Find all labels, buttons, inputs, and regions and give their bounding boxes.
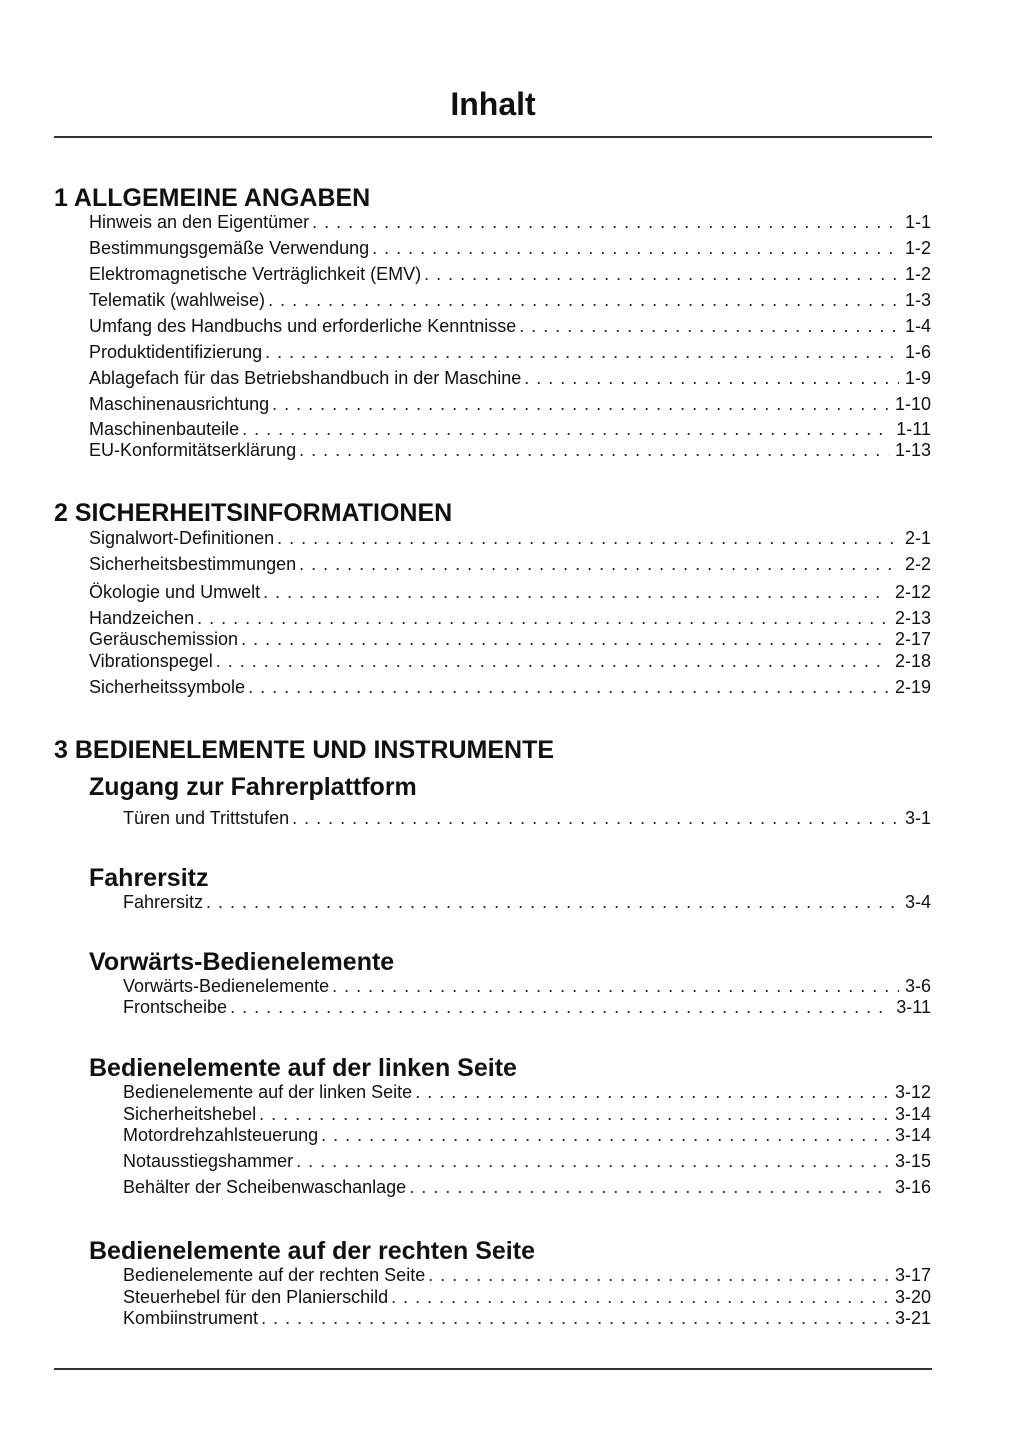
toc-leader xyxy=(272,393,889,415)
subsection-heading: Bedienelemente auf der linken Seite xyxy=(89,1054,517,1082)
toc-entry-page: 3-14 xyxy=(894,1125,931,1145)
toc-leader xyxy=(372,237,899,259)
toc-entry[interactable] xyxy=(123,1124,931,1146)
toc-leader xyxy=(197,607,889,629)
toc-entry-title: Telematik (wahlweise) xyxy=(89,290,266,310)
toc-entry-title: Handzeichen xyxy=(89,608,195,628)
toc-entry-title: Geräuschemission xyxy=(89,629,239,649)
toc-leader xyxy=(292,807,899,829)
toc-entry-page: 3-11 xyxy=(896,997,931,1017)
toc-entry[interactable] xyxy=(123,1286,931,1308)
toc-entry-title: Steuerhebel für den Planierschild xyxy=(123,1287,389,1307)
toc-leader xyxy=(242,418,890,440)
toc-entry-title: Umfang des Handbuchs und erforderliche Kenntnisse xyxy=(89,316,517,336)
toc-entry[interactable] xyxy=(123,975,931,997)
toc-leader xyxy=(321,1124,889,1146)
toc-entry[interactable] xyxy=(89,607,931,629)
toc-entry-page: 2-2 xyxy=(904,554,931,574)
toc-entry[interactable] xyxy=(123,1150,931,1172)
subsection-heading: Zugang zur Fahrerplattform xyxy=(89,773,417,801)
toc-entry-page: 1-2 xyxy=(904,238,931,258)
toc-entry[interactable] xyxy=(123,1081,931,1103)
toc-entry[interactable] xyxy=(89,676,931,698)
toc-entry[interactable] xyxy=(89,289,931,311)
toc-entry[interactable] xyxy=(89,527,931,549)
toc-leader xyxy=(216,650,889,672)
toc-leader xyxy=(268,289,899,311)
toc-entry[interactable] xyxy=(123,891,931,913)
toc-entry-title: Maschinenausrichtung xyxy=(89,394,270,414)
toc-leader xyxy=(299,439,889,461)
toc-entry-title: Bedienelemente auf der linken Seite xyxy=(123,1082,413,1102)
toc-entry-title: Sicherheitsbestimmungen xyxy=(89,554,297,574)
toc-entry-title: Bestimmungsgemäße Verwendung xyxy=(89,238,370,258)
toc-entry-page: 3-20 xyxy=(894,1287,931,1307)
toc-entry-page: 1-2 xyxy=(904,264,931,284)
toc-leader xyxy=(277,527,899,549)
toc-leader xyxy=(409,1176,889,1198)
toc-entry[interactable] xyxy=(89,581,931,603)
toc-entry-title: Fahrersitz xyxy=(123,892,204,912)
toc-entry-page: 1-6 xyxy=(904,342,931,362)
bottom-rule xyxy=(54,1368,932,1370)
toc-leader xyxy=(415,1081,889,1103)
toc-entry[interactable] xyxy=(89,553,931,575)
toc-entry-title: Bedienelemente auf der rechten Seite xyxy=(123,1265,426,1285)
toc-entry[interactable] xyxy=(89,367,931,389)
toc-entry[interactable] xyxy=(89,211,931,233)
toc-entry-title: Ablagefach für das Betriebshandbuch in der Maschine xyxy=(89,368,522,388)
toc-entry[interactable] xyxy=(123,1264,931,1286)
toc-entry-title: Vibrationspegel xyxy=(89,651,213,671)
toc-entry[interactable] xyxy=(123,1307,931,1329)
toc-entry-page: 1-11 xyxy=(896,419,931,439)
toc-leader xyxy=(230,996,890,1018)
toc-entry-page: 1-3 xyxy=(904,290,931,310)
toc-entry-page: 3-16 xyxy=(894,1177,931,1197)
toc-entry[interactable] xyxy=(123,1103,931,1125)
toc-leader xyxy=(332,975,899,997)
toc-entry-title: Hinweis an den Eigentümer xyxy=(89,212,310,232)
toc-entry-page: 1-9 xyxy=(904,368,931,388)
toc-entry[interactable] xyxy=(123,996,931,1018)
toc-entry-page: 3-1 xyxy=(904,808,931,828)
toc-entry-title: Kombiinstrument xyxy=(123,1308,259,1328)
toc-entry-title: Signalwort-Definitionen xyxy=(89,528,275,548)
toc-entry-page: 1-1 xyxy=(904,212,931,232)
toc-entry[interactable] xyxy=(89,418,931,440)
subsection-heading: Fahrersitz xyxy=(89,864,209,892)
toc-entry-page: 3-6 xyxy=(904,976,931,996)
toc-entry[interactable] xyxy=(89,237,931,259)
toc-entry-page: 3-17 xyxy=(894,1265,931,1285)
toc-entry[interactable] xyxy=(123,807,931,829)
toc-entry-title: Elektromagnetische Verträglichkeit (EMV) xyxy=(89,264,422,284)
toc-leader xyxy=(265,341,899,363)
toc-entry-page: 2-13 xyxy=(894,608,931,628)
toc-entry[interactable] xyxy=(89,263,931,285)
toc-leader xyxy=(241,628,889,650)
toc-entry[interactable] xyxy=(89,315,931,337)
toc-entry-page: 2-17 xyxy=(894,629,931,649)
toc-entry-page: 2-19 xyxy=(894,677,931,697)
toc-entry-title: Notausstiegshammer xyxy=(123,1151,294,1171)
toc-entry-title: Maschinenbauteile xyxy=(89,419,240,439)
toc-entry-page: 1-10 xyxy=(894,394,931,414)
toc-entry-page: 1-4 xyxy=(904,316,931,336)
toc-entry-title: Vorwärts-Bedienelemente xyxy=(123,976,330,996)
toc-entry-title: Türen und Trittstufen xyxy=(123,808,290,828)
section-heading-1: 1 ALLGEMEINE ANGABEN xyxy=(54,184,371,212)
subsection-heading: Vorwärts-Bedienelemente xyxy=(89,948,395,976)
section-heading-3: 3 BEDIENELEMENTE UND INSTRUMENTE xyxy=(54,736,555,764)
toc-leader xyxy=(248,676,889,698)
top-rule xyxy=(54,136,932,138)
toc-leader xyxy=(312,211,899,233)
toc-entry-title: Motordrehzahlsteuerung xyxy=(123,1125,319,1145)
toc-entry-title: Frontscheibe xyxy=(123,997,228,1017)
toc-entry-title: Sicherheitssymbole xyxy=(89,677,246,697)
toc-entry-page: 2-18 xyxy=(894,651,931,671)
toc-entry-title: Behälter der Scheibenwaschanlage xyxy=(123,1177,407,1197)
toc-entry[interactable] xyxy=(123,1176,931,1198)
toc-leader xyxy=(263,581,889,603)
toc-leader xyxy=(424,263,899,285)
toc-leader xyxy=(428,1264,889,1286)
toc-entry-page: 3-15 xyxy=(894,1151,931,1171)
toc-entry-page: 2-12 xyxy=(894,582,931,602)
toc-entry[interactable] xyxy=(89,341,931,363)
toc-entry-title: Ökologie und Umwelt xyxy=(89,582,261,602)
toc-entry-page: 3-21 xyxy=(894,1308,931,1328)
toc-leader xyxy=(296,1150,889,1172)
toc-entry-page: 3-12 xyxy=(894,1082,931,1102)
toc-entry-title: EU-Konformitätserklärung xyxy=(89,440,297,460)
toc-entry[interactable] xyxy=(89,650,931,672)
toc-leader xyxy=(299,553,899,575)
toc-entry-page: 2-1 xyxy=(904,528,931,548)
subsection-heading: Bedienelemente auf der rechten Seite xyxy=(89,1237,535,1265)
toc-entry-title: Produktidentifizierung xyxy=(89,342,263,362)
section-heading-2: 2 SICHERHEITSINFORMATIONEN xyxy=(54,499,453,527)
toc-entry-page: 3-4 xyxy=(904,892,931,912)
toc-leader xyxy=(519,315,899,337)
toc-entry-title: Sicherheitshebel xyxy=(123,1104,257,1124)
page-title: Inhalt xyxy=(450,86,536,122)
toc-leader xyxy=(261,1307,889,1329)
toc-entry-page: 3-14 xyxy=(894,1104,931,1124)
toc-leader xyxy=(391,1286,889,1308)
toc-entry[interactable] xyxy=(89,439,931,461)
toc-entry-page: 1-13 xyxy=(894,440,931,460)
toc-leader xyxy=(259,1103,889,1125)
toc-entry[interactable] xyxy=(89,393,931,415)
toc-leader xyxy=(524,367,899,389)
toc-entry[interactable] xyxy=(89,628,931,650)
toc-leader xyxy=(206,891,899,913)
